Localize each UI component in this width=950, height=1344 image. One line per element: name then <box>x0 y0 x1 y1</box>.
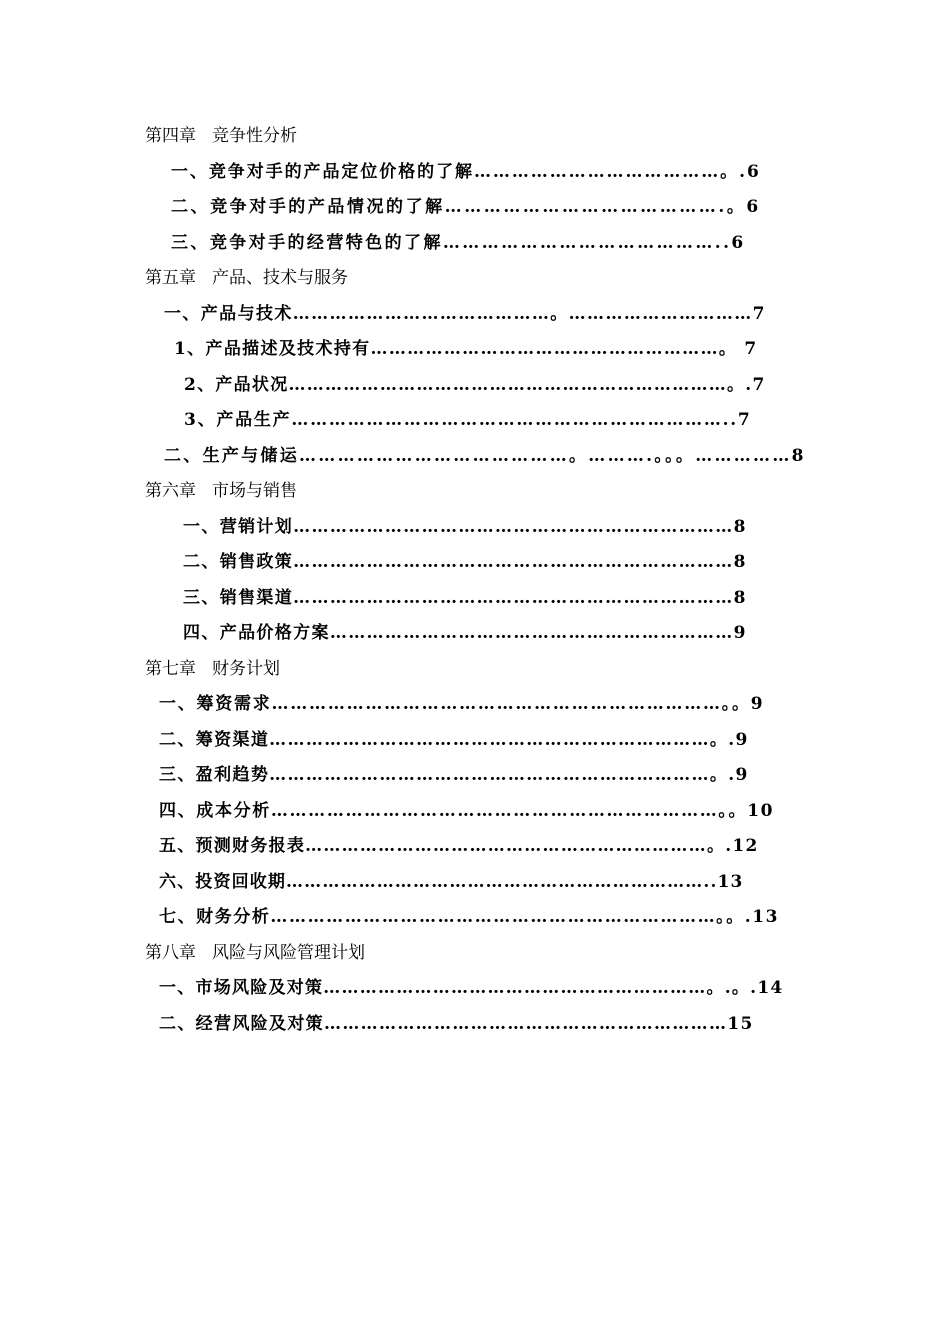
chapter-title: 竞争性分析 <box>212 126 297 146</box>
toc-chapter-heading <box>145 939 365 967</box>
chapter-number: 第五章 <box>145 268 196 288</box>
toc-entry[interactable]: 一、市场风险及对策………………………………………………………。.。.14 <box>159 978 784 998</box>
toc-entry[interactable]: 一、产品与技术……………………………………。…………………………7 <box>164 304 766 324</box>
toc-chapter-heading <box>145 655 280 683</box>
toc-chapter-heading <box>145 477 297 505</box>
chapter-title: 产品、技术与服务 <box>212 268 348 288</box>
toc-entry[interactable]: 四、产品价格方案…………………………………………………………9 <box>183 623 747 643</box>
toc-entry[interactable]: 二、生产与储运……………………………………。……….。。。……………8 <box>164 446 806 466</box>
chapter-number: 第八章 <box>145 943 196 963</box>
toc-entry[interactable]: 三、盈利趋势………………………………………………………………。.9 <box>159 765 749 785</box>
toc-entry[interactable]: 一、营销计划………………………………………………………………8 <box>183 517 747 537</box>
toc-chapter-heading <box>145 122 297 150</box>
toc-chapter-heading <box>145 264 348 292</box>
chapter-number: 第四章 <box>145 126 196 146</box>
toc-entry[interactable]: 三、销售渠道………………………………………………………………8 <box>183 588 747 608</box>
toc-entry[interactable]: 1、产品描述及技术持有…………………………………………………。 7 <box>174 339 758 359</box>
toc-entry[interactable]: 3、产品生产……………………………………………………………..7 <box>184 410 752 430</box>
toc-entry[interactable]: 七、财务分析………………………………………………………………。。.13 <box>159 907 780 927</box>
toc-entry[interactable]: 一、竞争对手的产品定位价格的了解…………………………………。.6 <box>171 162 761 182</box>
toc-entry[interactable]: 二、筹资渠道………………………………………………………………。.9 <box>159 730 749 750</box>
toc-entry[interactable]: 五、预测财务报表…………………………………………………………。.12 <box>159 836 759 856</box>
toc-entry[interactable]: 二、竞争对手的产品情况的了解…………………………………….。6 <box>171 197 761 217</box>
chapter-number: 第六章 <box>145 481 196 501</box>
chapter-title: 财务计划 <box>212 659 280 679</box>
toc-entry[interactable]: 二、销售政策………………………………………………………………8 <box>183 552 747 572</box>
toc-entry[interactable]: 一、筹资需求………………………………………………………………。。9 <box>159 694 765 714</box>
toc-entry[interactable]: 三、竞争对手的经营特色的了解……………………………………..6 <box>171 233 746 253</box>
toc-entry[interactable]: 四、成本分析………………………………………………………………。。10 <box>159 801 775 821</box>
chapter-title: 风险与风险管理计划 <box>212 943 365 963</box>
chapter-number: 第七章 <box>145 659 196 679</box>
toc-entry[interactable]: 六、投资回收期……………………………………………………………..13 <box>159 872 744 892</box>
chapter-title: 市场与销售 <box>212 481 297 501</box>
toc-entry[interactable]: 二、经营风险及对策…………………………………………………………15 <box>159 1014 754 1034</box>
toc-entry[interactable]: 2、产品状况………………………………………………………………。.7 <box>184 375 766 395</box>
